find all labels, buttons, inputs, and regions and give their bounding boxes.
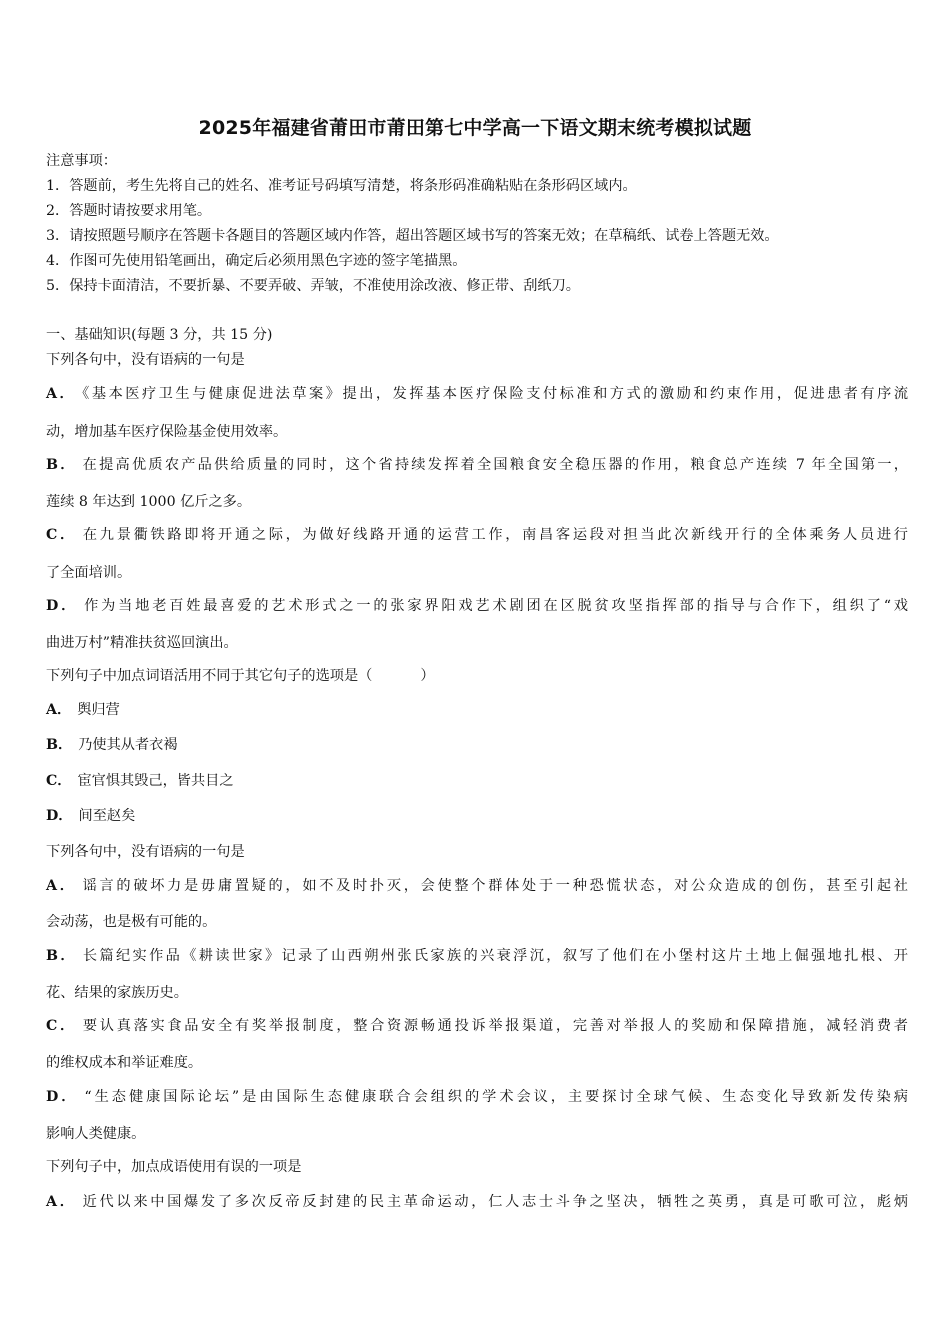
question-stem: 下列各句中，没有语病的一句是: [46, 352, 245, 368]
option-line: [46, 455, 908, 475]
option-text: 《基本医疗卫生与健康促进法草案》提出，发挥基本医疗保险支付标准和方式的激励和约束作用，促进患者有序流: [82, 386, 909, 402]
option-text: 乃使其从者衣褐: [78, 737, 178, 753]
notice-heading: 注意事项：: [46, 153, 117, 169]
option-label: A．: [46, 702, 72, 718]
question-stem-close: ）: [420, 668, 435, 684]
option-label: B．: [46, 737, 73, 753]
option-continuation: 曲进万村”精准扶贫巡回演出。: [46, 635, 238, 651]
option-continuation: 莲续 8 年达到 1000 亿斤之多。: [46, 494, 252, 510]
option-text: 作为当地老百姓最喜爱的艺术形式之一的张家界阳戏艺术剧团在区脱贫攻坚指挥部的指导与合作下，组织了“戏: [84, 598, 908, 614]
option-continuation: 动，增加基车医疗保险基金使用效率。: [46, 424, 288, 440]
option-line: [46, 771, 908, 791]
question-stem: 下列句子中，加点成语使用有误的一项是: [46, 1159, 302, 1175]
option-continuation: 的维权成本和举证难度。: [46, 1055, 203, 1071]
option-text: 谣言的破坏力是毋庸置疑的，如不及时扑灭，会使整个群体处于一种恐慌状态，对公众造成的创伤，甚至引起社: [82, 878, 908, 894]
option-line: [46, 1192, 908, 1212]
option-label: C．: [46, 773, 72, 789]
option-label: C．: [46, 527, 77, 543]
option-label: D．: [46, 1089, 79, 1105]
option-text: 在提高优质农产品供给质量的同时，这个省持续发挥着全国粮食安全稳压器的作用，粮食总产连续 7 年全国第一，: [82, 457, 908, 473]
option-label: D．: [46, 598, 79, 614]
option-text: 在九景衢铁路即将开通之际，为做好线路开通的运营工作，南昌客运段对担当此次新线开行的全体乘务人员进行: [82, 527, 908, 543]
question-stem: [46, 666, 908, 686]
section-heading: 一、基础知识(每题 3 分，共 15 分): [46, 327, 273, 343]
notice-item: 1．答题前，考生先将自己的姓名、准考证号码填写清楚，将条形码准确粘贴在条形码区域内。: [46, 178, 637, 194]
option-line: [46, 525, 908, 545]
option-line: [46, 384, 908, 404]
option-label: B．: [46, 948, 77, 964]
option-text: 要认真落实食品安全有奖举报制度，整合资源畅通投诉举报渠道，完善对举报人的奖励和保障措施，减轻消费者: [82, 1018, 908, 1034]
option-text: 间至赵矣: [78, 808, 136, 824]
notice-item: 5．保持卡面清洁，不要折暴、不要弄破、弄皱，不准使用涂改液、修正带、刮纸刀。: [46, 278, 580, 294]
option-text: 近代以来中国爆发了多次反帝反封建的民主革命运动，仁人志士斗争之坚决，牺牲之英勇，真是可歌可泣，彪炳: [82, 1194, 908, 1210]
notice-item: 4．作图可先使用铅笔画出，确定后必须用黑色字迹的签字笔描黑。: [46, 253, 467, 269]
option-line: [46, 806, 908, 826]
option-continuation: 花、结果的家族历史。: [46, 985, 188, 1001]
option-line: [46, 876, 908, 896]
option-line: [46, 946, 908, 966]
option-line: [46, 735, 908, 755]
option-label: B．: [46, 457, 77, 473]
option-line: [46, 1087, 908, 1107]
option-text: “生态健康国际论坛”是由国际生态健康联合会组织的学术会议，主要探讨全球气候、生态变化导致新发传染病: [84, 1089, 908, 1105]
option-line: [46, 1016, 908, 1036]
option-label: A．: [46, 878, 77, 894]
option-label: A．: [46, 1194, 77, 1210]
option-text: 宦官惧其毁己，皆共目之: [77, 773, 234, 789]
option-continuation: 会动荡，也是极有可能的。: [46, 914, 217, 930]
option-line: [46, 700, 908, 720]
option-text: 舆归营: [77, 702, 120, 718]
option-continuation: 了全面培训。: [46, 565, 132, 581]
option-continuation: 影响人类健康。: [46, 1126, 146, 1142]
notice-item: 2．答题时请按要求用笔。: [46, 203, 212, 219]
notice-item: 3．请按照题号顺序在答题卡各题目的答题区域内作答，超出答题区域书写的答案无效；在草稿纸、试卷上答题无效。: [46, 228, 779, 244]
option-label: D．: [46, 808, 73, 824]
option-label: C．: [46, 1018, 77, 1034]
question-stem-text: 下列句子中加点词语活用不同于其它句子的选项是（: [46, 668, 373, 684]
page-title: 2025年福建省莆田市莆田第七中学高一下语文期末统考模拟试题: [198, 117, 752, 139]
question-stem: 下列各句中，没有语病的一句是: [46, 844, 245, 860]
option-text: 长篇纪实作品《耕读世家》记录了山西朔州张氏家族的兴衰浮沉，叙写了他们在小堡村这片土地上倔强地扎根、开: [82, 948, 908, 964]
option-label: A．: [46, 386, 77, 402]
option-line: [46, 596, 908, 616]
